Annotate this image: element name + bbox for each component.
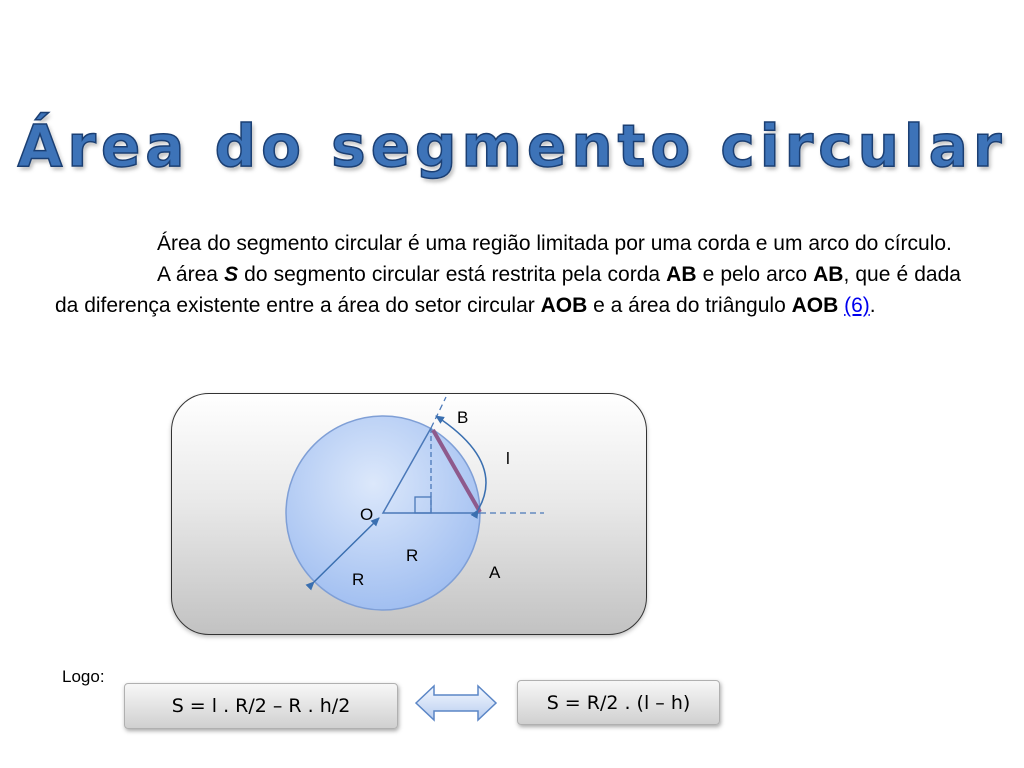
- formula-right-text: S = R/2 . (l – h): [546, 691, 691, 714]
- label-o: O: [360, 505, 374, 524]
- formula-right: [517, 680, 720, 725]
- term-ab: AB: [666, 263, 697, 286]
- label-r-radius: R: [352, 570, 365, 589]
- reference-link[interactable]: (6): [844, 294, 870, 317]
- formula-left-text: S = l . R/2 – R . h/2: [171, 695, 351, 717]
- logo-label: Logo:: [62, 667, 105, 686]
- label-r-inner: R: [406, 546, 419, 565]
- term-aob: AOB: [791, 294, 839, 317]
- label-a: A: [489, 563, 501, 582]
- text-run: e pelo arco: [696, 263, 814, 286]
- dashed-extension-radius: [431, 397, 446, 428]
- paragraph-definition-text: Área do segmento circular é uma região limitada por uma corda e um arco do círculo.: [157, 232, 952, 255]
- text-run: e a área do triângulo: [587, 294, 792, 317]
- term-aob: AOB: [540, 294, 588, 317]
- label-l: l: [506, 449, 510, 468]
- symbol-s: S: [224, 263, 239, 286]
- text-run: A área: [157, 263, 225, 286]
- text-run: .: [869, 294, 876, 317]
- label-b: B: [457, 408, 469, 427]
- double-arrow-icon: [414, 684, 498, 722]
- text-run: do segmento circular está restrita pela corda: [238, 263, 667, 286]
- slide-title: Área do segmento circular: [17, 112, 1007, 180]
- text-run: , que é dada da diferença existente entre a área do setor circular: [55, 263, 961, 317]
- formula-left: [124, 683, 398, 729]
- term-ab: AB: [813, 263, 844, 286]
